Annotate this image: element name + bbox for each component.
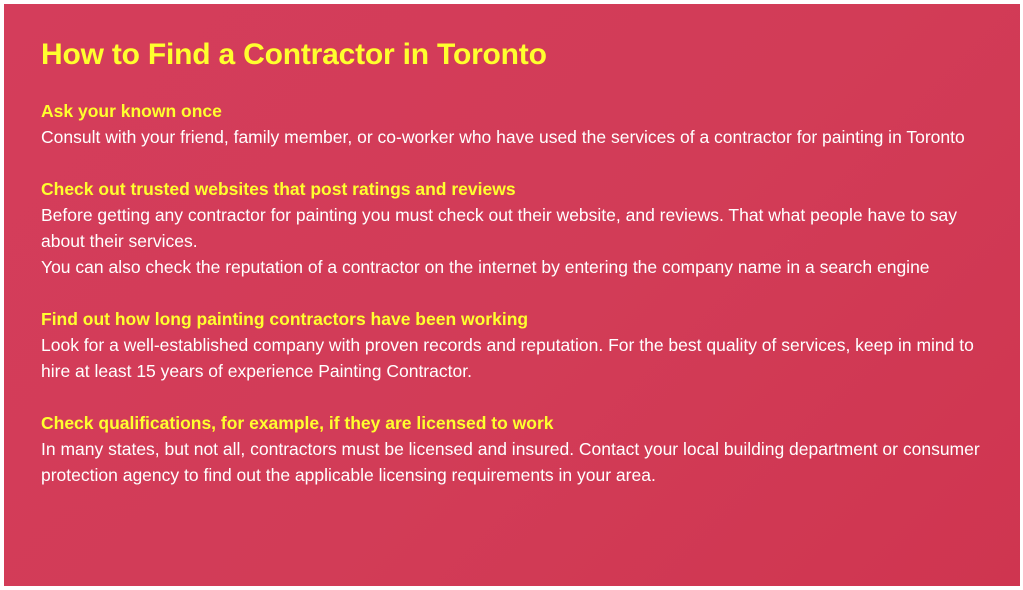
section-trusted-websites [41,176,984,280]
section-paragraph: You can also check the reputation of a contractor on the internet by entering the company name in a search engine [41,257,930,277]
section-experience [41,306,984,384]
slide [4,4,1020,586]
section-qualifications [41,410,984,488]
section-heading: Ask your known once [41,101,222,121]
section-paragraph: Look for a well-established company with proven records and reputation. For the best quality of services, keep in mind to hire at least 15 years of experience Painting Contractor. [41,335,974,381]
section-heading: Check qualifications, for example, if they are licensed to work [41,413,554,433]
section-ask-known [41,98,984,150]
section-paragraph: Before getting any contractor for painting you must check out their website, and reviews. That what people have to say about their services. [41,205,958,251]
section-heading: Check out trusted websites that post ratings and reviews [41,179,516,199]
section-paragraph: Consult with your friend, family member, or co-worker who have used the services of a contractor for painting in Toronto [41,127,965,147]
section-paragraph: In many states, but not all, contractors must be licensed and insured. Contact your local building department or consumer protection agency to find out the applicable licensing requirements in your area. [41,439,980,485]
section-heading: Find out how long painting contractors have been working [41,309,529,329]
slide-title: How to Find a Contractor in Toronto [41,38,547,71]
slide-content [41,98,984,488]
